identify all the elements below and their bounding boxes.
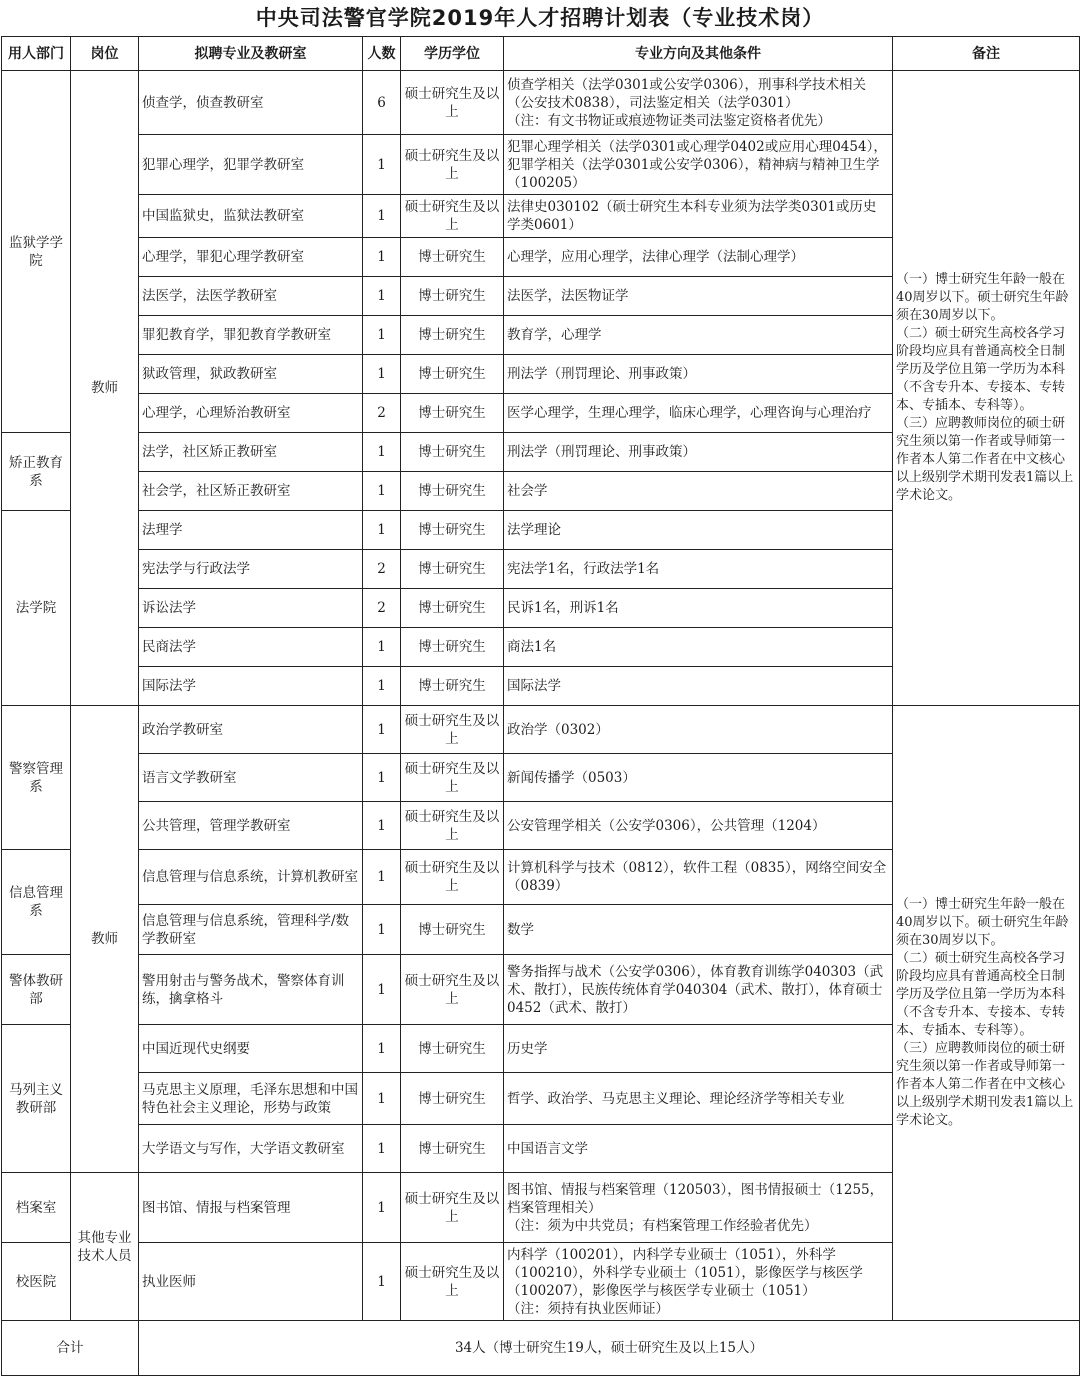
major-cell: 侦查学，侦查教研室 — [139, 71, 363, 135]
major-cell: 国际法学 — [139, 667, 363, 706]
major-cell: 法医学，法医学教研室 — [139, 277, 363, 316]
count-cell: 1 — [363, 1025, 401, 1073]
conditions-cell: 中国语言文学 — [504, 1125, 893, 1173]
header-degree: 学历学位 — [401, 37, 504, 71]
count-cell: 1 — [363, 316, 401, 355]
conditions-cell: 法学理论 — [504, 511, 893, 550]
count-cell: 1 — [363, 955, 401, 1025]
degree-cell: 博士研究生 — [401, 472, 504, 511]
degree-cell: 博士研究生 — [401, 667, 504, 706]
count-cell: 1 — [363, 628, 401, 667]
count-cell: 1 — [363, 706, 401, 754]
degree-cell: 硕士研究生及以上 — [401, 1243, 504, 1321]
major-cell: 信息管理与信息系统，计算机教研室 — [139, 850, 363, 905]
degree-cell: 博士研究生 — [401, 550, 504, 589]
conditions-cell: 心理学，应用心理学，法律心理学（法制心理学） — [504, 238, 893, 277]
header-position: 岗位 — [71, 37, 139, 71]
major-cell: 诉讼法学 — [139, 589, 363, 628]
header-row — [2, 37, 1080, 71]
conditions-cell: 内科学（100201），内科学专业硕士（1051），外科学（100210），外科学专业硕士（1051），影像医学与核医学（100207），影像医学与核医学专业硕士（1051） （注：须持有执业医师证） — [504, 1243, 893, 1321]
major-cell: 民商法学 — [139, 628, 363, 667]
degree-cell: 硕士研究生及以上 — [401, 195, 504, 238]
major-cell: 中国监狱史，监狱法教研室 — [139, 195, 363, 238]
dept-cell: 监狱学学院 — [2, 71, 71, 433]
dept-cell: 马列主义教研部 — [2, 1025, 71, 1173]
dept-cell: 警体教研部 — [2, 955, 71, 1025]
count-cell: 6 — [363, 71, 401, 135]
conditions-cell: 公安管理学相关（公安学0306），公共管理（1204） — [504, 802, 893, 850]
count-cell: 1 — [363, 355, 401, 394]
count-cell: 1 — [363, 135, 401, 195]
major-cell: 犯罪心理学，犯罪学教研室 — [139, 135, 363, 195]
table-row — [2, 706, 1080, 754]
conditions-cell: 犯罪心理学相关（法学0301或心理学0402或应用心理0454），犯罪学相关（法学0301或公安学0306），精神病与精神卫生学（100205） — [504, 135, 893, 195]
degree-cell: 博士研究生 — [401, 355, 504, 394]
conditions-cell: 国际法学 — [504, 667, 893, 706]
major-cell: 社会学，社区矫正教研室 — [139, 472, 363, 511]
major-cell: 图书馆、情报与档案管理 — [139, 1173, 363, 1243]
major-cell: 警用射击与警务战术，警察体育训练，擒拿格斗 — [139, 955, 363, 1025]
degree-cell: 硕士研究生及以上 — [401, 135, 504, 195]
degree-cell: 博士研究生 — [401, 277, 504, 316]
count-cell: 2 — [363, 394, 401, 433]
remark-cell: （一）博士研究生年龄一般在40周岁以下。硕士研究生年龄须在30周岁以下。 （二）硕士研究生高校各学习阶段均应具有普通高校全日制学历及学位且第一学历为本科（不含专升本、专接本、专转本、专插本、专科等）。 （三）应聘教师岗位的硕士研究生须以第一作者或导师第一作者本人第二作者在中文核心以上级别学术期刊发表1篇以上学术论文。 — [893, 706, 1080, 1321]
conditions-cell: 哲学、政治学、马克思主义理论、理论经济学等相关专业 — [504, 1073, 893, 1125]
degree-cell: 博士研究生 — [401, 589, 504, 628]
conditions-cell: 数学 — [504, 905, 893, 955]
major-cell: 语言文学教研室 — [139, 754, 363, 802]
count-cell: 1 — [363, 277, 401, 316]
degree-cell: 硕士研究生及以上 — [401, 706, 504, 754]
major-cell: 罪犯教育学，罪犯教育学教研室 — [139, 316, 363, 355]
degree-cell: 硕士研究生及以上 — [401, 1173, 504, 1243]
recruitment-table — [1, 36, 1080, 1376]
conditions-cell: 侦查学相关（法学0301或公安学0306），刑事科学技术相关（公安技术0838），司法鉴定相关（法学0301） （注：有文书物证或痕迹物证类司法鉴定资格者优先） — [504, 71, 893, 135]
total-row — [2, 1321, 1080, 1376]
conditions-cell: 宪法学1名，行政法学1名 — [504, 550, 893, 589]
conditions-cell: 刑法学（刑罚理论、刑事政策） — [504, 433, 893, 472]
major-cell: 心理学，罪犯心理学教研室 — [139, 238, 363, 277]
count-cell: 1 — [363, 1243, 401, 1321]
degree-cell: 博士研究生 — [401, 238, 504, 277]
count-cell: 1 — [363, 472, 401, 511]
count-cell: 2 — [363, 550, 401, 589]
header-conditions: 专业方向及其他条件 — [504, 37, 893, 71]
conditions-cell: 法医学，法医物证学 — [504, 277, 893, 316]
position-cell: 教师 — [71, 706, 139, 1173]
major-cell: 法学，社区矫正教研室 — [139, 433, 363, 472]
table-row — [2, 71, 1080, 135]
degree-cell: 博士研究生 — [401, 1125, 504, 1173]
count-cell: 1 — [363, 195, 401, 238]
total-value: 34人（博士研究生19人，硕士研究生及以上15人） — [139, 1321, 1080, 1376]
count-cell: 1 — [363, 433, 401, 472]
degree-cell: 硕士研究生及以上 — [401, 754, 504, 802]
count-cell: 1 — [363, 802, 401, 850]
degree-cell: 硕士研究生及以上 — [401, 850, 504, 905]
count-cell: 1 — [363, 905, 401, 955]
position-cell: 其他专业技术人员 — [71, 1173, 139, 1321]
major-cell: 宪法学与行政法学 — [139, 550, 363, 589]
conditions-cell: 计算机科学与技术（0812），软件工程（0835），网络空间安全（0839） — [504, 850, 893, 905]
header-dept: 用人部门 — [2, 37, 71, 71]
conditions-cell: 医学心理学，生理心理学，临床心理学，心理咨询与心理治疗 — [504, 394, 893, 433]
degree-cell: 硕士研究生及以上 — [401, 71, 504, 135]
major-cell: 大学语文与写作，大学语文教研室 — [139, 1125, 363, 1173]
conditions-cell: 政治学（0302） — [504, 706, 893, 754]
conditions-cell: 教育学，心理学 — [504, 316, 893, 355]
degree-cell: 博士研究生 — [401, 316, 504, 355]
major-cell: 执业医师 — [139, 1243, 363, 1321]
degree-cell: 博士研究生 — [401, 511, 504, 550]
degree-cell: 硕士研究生及以上 — [401, 955, 504, 1025]
major-cell: 公共管理，管理学教研室 — [139, 802, 363, 850]
count-cell: 1 — [363, 511, 401, 550]
major-cell: 马克思主义原理，毛泽东思想和中国特色社会主义理论，形势与政策 — [139, 1073, 363, 1125]
conditions-cell: 警务指挥与战术（公安学0306），体育教育训练学040303（武术、散打），民族传统体育学040304（武术、散打），体育硕士0452（武术、散打） — [504, 955, 893, 1025]
count-cell: 2 — [363, 589, 401, 628]
conditions-cell: 历史学 — [504, 1025, 893, 1073]
position-cell: 教师 — [71, 71, 139, 706]
major-cell: 狱政管理，狱政教研室 — [139, 355, 363, 394]
degree-cell: 博士研究生 — [401, 433, 504, 472]
conditions-cell: 新闻传播学（0503） — [504, 754, 893, 802]
page-title: 中央司法警官学院2019年人才招聘计划表（专业技术岗） — [255, 6, 825, 30]
dept-cell: 矫正教育系 — [2, 433, 71, 511]
header-count: 人数 — [363, 37, 401, 71]
count-cell: 1 — [363, 850, 401, 905]
dept-cell: 档案室 — [2, 1173, 71, 1243]
dept-cell: 校医院 — [2, 1243, 71, 1321]
degree-cell: 博士研究生 — [401, 1073, 504, 1125]
degree-cell: 博士研究生 — [401, 1025, 504, 1073]
conditions-cell: 商法1名 — [504, 628, 893, 667]
count-cell: 1 — [363, 1073, 401, 1125]
conditions-cell: 图书馆、情报与档案管理（120503），图书情报硕士（1255，档案管理相关） （注：须为中共党员；有档案管理工作经验者优先） — [504, 1173, 893, 1243]
major-cell: 信息管理与信息系统，管理科学/数学教研室 — [139, 905, 363, 955]
degree-cell: 博士研究生 — [401, 628, 504, 667]
count-cell: 1 — [363, 1125, 401, 1173]
header-major: 拟聘专业及教研室 — [139, 37, 363, 71]
remark-cell: （一）博士研究生年龄一般在40周岁以下。硕士研究生年龄须在30周岁以下。 （二）硕士研究生高校各学习阶段均应具有普通高校全日制学历及学位且第一学历为本科（不含专升本、专接本、专转本、专插本、专科等）。 （三）应聘教师岗位的硕士研究生须以第一作者或导师第一作者本人第二作者在中文核心以上级别学术期刊发表1篇以上学术论文。 — [893, 71, 1080, 706]
degree-cell: 博士研究生 — [401, 394, 504, 433]
major-cell: 政治学教研室 — [139, 706, 363, 754]
conditions-cell: 社会学 — [504, 472, 893, 511]
count-cell: 1 — [363, 238, 401, 277]
dept-cell: 信息管理系 — [2, 850, 71, 955]
total-label: 合计 — [2, 1321, 139, 1376]
degree-cell: 硕士研究生及以上 — [401, 802, 504, 850]
count-cell: 1 — [363, 1173, 401, 1243]
major-cell: 心理学，心理矫治教研室 — [139, 394, 363, 433]
count-cell: 1 — [363, 754, 401, 802]
conditions-cell: 刑法学（刑罚理论、刑事政策） — [504, 355, 893, 394]
major-cell: 中国近现代史纲要 — [139, 1025, 363, 1073]
count-cell: 1 — [363, 667, 401, 706]
major-cell: 法理学 — [139, 511, 363, 550]
dept-cell: 法学院 — [2, 511, 71, 706]
conditions-cell: 法律史030102（硕士研究生本科专业须为法学类0301或历史学类0601） — [504, 195, 893, 238]
degree-cell: 博士研究生 — [401, 905, 504, 955]
header-remark: 备注 — [893, 37, 1080, 71]
dept-cell: 警察管理系 — [2, 706, 71, 850]
conditions-cell: 民诉1名，刑诉1名 — [504, 589, 893, 628]
